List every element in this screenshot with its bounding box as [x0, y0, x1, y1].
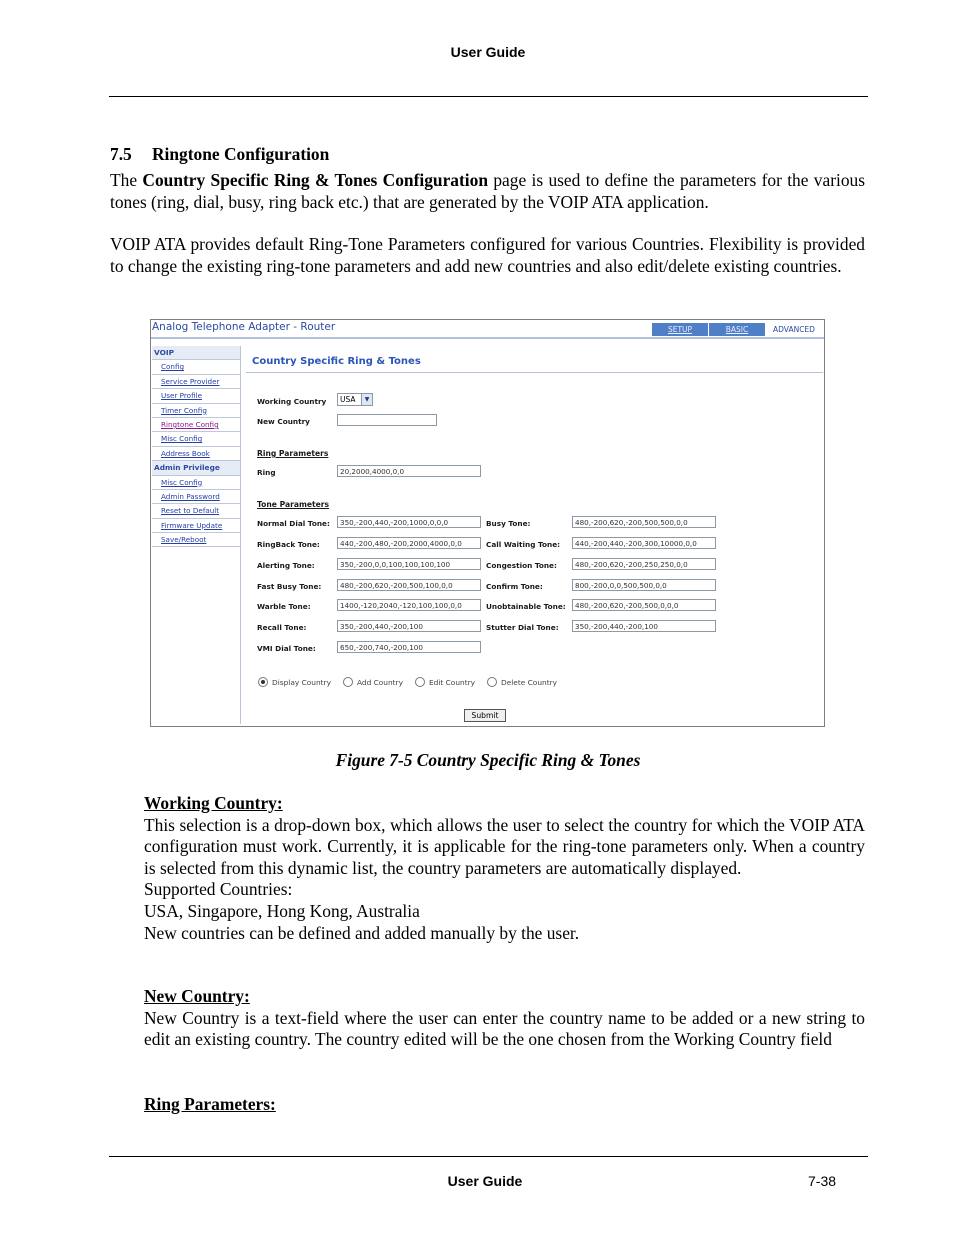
supported-countries-label: Supported Countries:	[144, 879, 293, 900]
section-heading	[110, 144, 329, 165]
tone-label: Alerting Tone:	[257, 561, 315, 570]
new-countries-note: New countries can be defined and added manually by the user.	[144, 922, 580, 943]
new-country-label: New Country	[257, 417, 310, 426]
submit-button[interactable]: Submit	[464, 709, 506, 722]
radio-unchecked-icon	[415, 677, 425, 687]
header-rule	[109, 96, 868, 97]
tone-label: Congestion Tone:	[486, 561, 557, 570]
app-title: Analog Telephone Adapter - Router	[152, 321, 336, 333]
working-country-section	[144, 793, 865, 944]
footer-rule	[109, 1156, 868, 1157]
tone-input[interactable]: 1400,-120,2040,-120,100,100,0,0	[337, 599, 481, 611]
tone-params-heading: Tone Parameters	[257, 500, 330, 509]
section-heading-working-country: Working Country:	[144, 793, 283, 813]
tone-input[interactable]: 650,-200,740,-200,100	[337, 641, 481, 653]
tone-input[interactable]: 350,-200,0,0,100,100,100,100	[337, 558, 481, 570]
tab-basic[interactable]: BASIC	[709, 323, 765, 336]
section-number: 7.5	[110, 144, 132, 164]
page-header: User Guide	[450, 44, 526, 60]
radio-label: Delete Country	[501, 677, 558, 687]
content-divider	[246, 372, 823, 373]
tone-label: Recall Tone:	[257, 623, 307, 632]
tone-input[interactable]: 350,-200,440,-200,100	[572, 620, 716, 632]
new-country-paragraph: New Country is a text-field where the user can enter the country name to be added or a new string to edit an existing country. The country edited will be the one chosen from the Working Country field	[144, 1007, 865, 1050]
tone-label: Call Waiting Tone:	[486, 540, 561, 549]
supported-countries-list: USA, Singapore, Hong Kong, Australia	[144, 900, 420, 921]
content-title: Country Specific Ring & Tones	[252, 356, 421, 367]
working-country-select[interactable]	[337, 393, 373, 406]
tone-label: Fast Busy Tone:	[257, 582, 322, 591]
page-footer: User Guide	[447, 1173, 523, 1189]
action-radio-group	[258, 677, 569, 687]
ring-label: Ring	[257, 468, 276, 477]
radio-unchecked-icon	[487, 677, 497, 687]
nav-item-config[interactable]: Config	[152, 360, 240, 374]
new-country-section	[144, 986, 865, 1051]
ring-parameters-section	[144, 1094, 865, 1116]
top-tabs	[652, 323, 823, 336]
top-divider	[151, 337, 824, 339]
tone-input[interactable]: 440,-200,480,-200,2000,4000,0,0	[337, 537, 481, 549]
section-title: Ringtone Configuration	[152, 144, 330, 164]
tone-label: Normal Dial Tone:	[257, 519, 330, 528]
tone-label: Stutter Dial Tone:	[486, 623, 559, 632]
nav-item-admin-password[interactable]: Admin Password	[152, 490, 240, 504]
intro-text: The	[110, 170, 143, 190]
ata-screenshot	[150, 319, 825, 727]
working-country-paragraph: This selection is a drop-down box, which allows the user to select the country for which the VOIP ATA configuration must work. Currently, it is applicable for the ring-tone parameters only. When a country is selected from this dynamic list, the country parameters are automatically displayed.	[144, 814, 865, 878]
nav-item-misc-config[interactable]: Misc Config	[152, 432, 240, 446]
ring-input[interactable]: 20,2000,4000,0,0	[337, 465, 481, 477]
figure-caption: Figure 7-5 Country Specific Ring & Tones	[335, 750, 641, 770]
tone-label: VMI Dial Tone:	[257, 644, 316, 653]
tone-label: Unobtainable Tone:	[486, 602, 566, 611]
tone-label: Confirm Tone:	[486, 582, 543, 591]
radio-edit-country[interactable]	[415, 677, 475, 687]
tab-advanced[interactable]: ADVANCED	[766, 323, 822, 336]
nav-item-reset-default[interactable]: Reset to Default	[152, 504, 240, 518]
intro-paragraph-2: VOIP ATA provides default Ring-Tone Parameters configured for various Countries. Flexibility is provided to change the existing ring-tone parameters and add new countries and also edit/delete existing countries.	[110, 234, 865, 276]
tone-label: Busy Tone:	[486, 519, 531, 528]
nav-heading-admin: Admin Privilege	[152, 461, 240, 475]
tone-input[interactable]: 350,-200,440,-200,100	[337, 620, 481, 632]
ring-params-heading: Ring Parameters	[257, 449, 329, 458]
section-heading-ring-parameters: Ring Parameters:	[144, 1094, 276, 1114]
nav-item-address-book[interactable]: Address Book	[152, 447, 240, 461]
working-country-label: Working Country	[257, 397, 327, 406]
radio-label: Add Country	[356, 677, 403, 687]
nav-item-save-reboot[interactable]: Save/Reboot	[152, 533, 240, 547]
radio-checked-icon	[258, 677, 268, 687]
radio-display-country[interactable]	[258, 677, 331, 687]
tone-input[interactable]: 800,-200,0,0,500,500,0,0	[572, 579, 716, 591]
nav-item-ringtone-config[interactable]: Ringtone Config	[152, 418, 240, 432]
page-number: 7-38	[808, 1173, 837, 1189]
nav-item-admin-misc-config[interactable]: Misc Config	[152, 476, 240, 490]
radio-unchecked-icon	[343, 677, 353, 687]
intro-bold-term: Country Specific Ring & Tones Configuration	[142, 170, 488, 190]
nav-item-timer-config[interactable]: Timer Config	[152, 404, 240, 418]
nav-item-firmware-update[interactable]: Firmware Update	[152, 519, 240, 533]
working-country-value: USA	[340, 395, 356, 404]
radio-label: Edit Country	[428, 677, 476, 687]
nav-item-service-provider[interactable]: Service Provider	[152, 375, 240, 389]
nav-item-user-profile[interactable]: User Profile	[152, 389, 240, 403]
tone-input[interactable]: 440,-200,440,-200,300,10000,0,0	[572, 537, 716, 549]
section-heading-new-country: New Country:	[144, 986, 250, 1006]
tone-input[interactable]: 480,-200,620,-200,500,0,0,0	[572, 599, 716, 611]
radio-add-country[interactable]	[343, 677, 403, 687]
tone-input[interactable]: 480,-200,620,-200,250,250,0,0	[572, 558, 716, 570]
radio-label: Display Country	[272, 677, 331, 687]
sidebar-nav	[152, 346, 241, 724]
tone-input[interactable]: 350,-200,440,-200,1000,0,0,0	[337, 516, 481, 528]
intro-text-cont: page is used to define the parameters for the various tones (ring, dial, busy, ring back etc.) that are generated by the VOIP ATA application.	[110, 170, 865, 212]
tone-input[interactable]: 480,-200,620,-200,500,500,0,0	[572, 516, 716, 528]
tab-setup[interactable]: SETUP	[652, 323, 708, 336]
nav-heading-voip: VOIP	[152, 346, 240, 360]
new-country-input[interactable]	[337, 414, 437, 426]
intro-paragraph-1	[110, 170, 865, 213]
tone-label: RingBack Tone:	[257, 540, 320, 549]
tone-input[interactable]: 480,-200,620,-200,500,100,0,0	[337, 579, 481, 591]
radio-delete-country[interactable]	[487, 677, 557, 687]
tone-label: Warble Tone:	[257, 602, 311, 611]
chevron-down-icon: ▼	[361, 394, 372, 405]
